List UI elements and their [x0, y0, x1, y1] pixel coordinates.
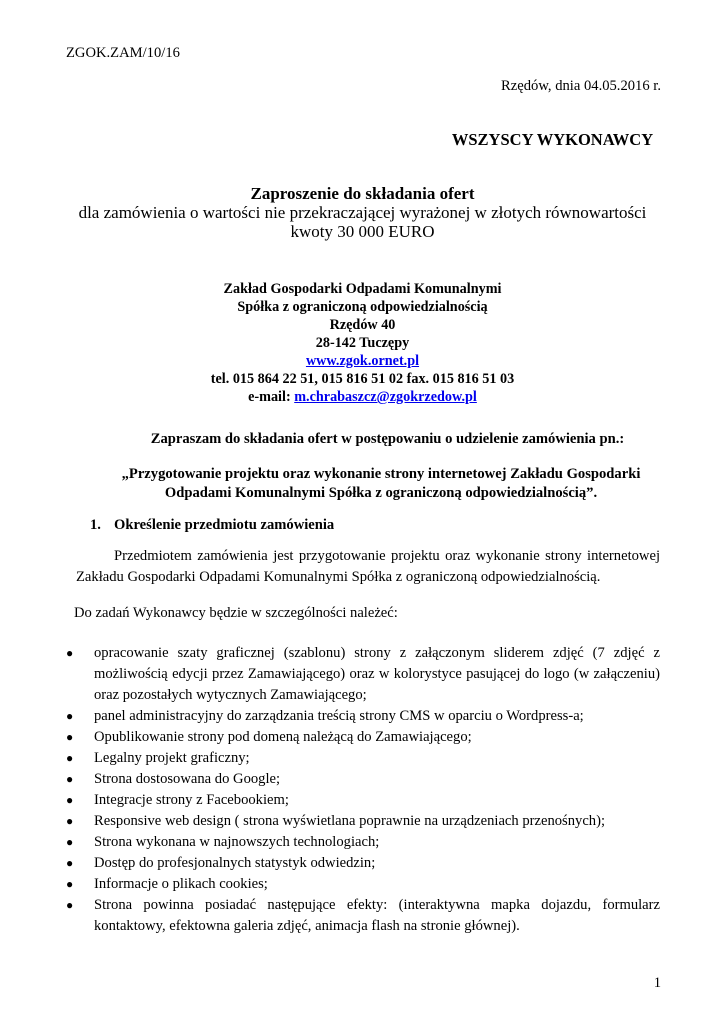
bullet-icon: ● [66, 835, 74, 849]
project-title-line-1: „Przygotowanie projektu oraz wykonanie strony internetowej Zakładu Gospodarki [121, 466, 641, 482]
list-item: ● Strona wykonana w najnowszych technologiach; [66, 832, 660, 853]
bullet-icon: ● [66, 856, 74, 870]
document-title: Zaproszenie do składania ofert [250, 184, 475, 203]
company-email-link[interactable]: m.chrabaszcz@zgokrzedow.pl [294, 389, 477, 405]
project-title [0, 465, 725, 502]
bullet-icon: ● [66, 730, 74, 744]
list-item: ● Strona powinna posiadać następujące efekty: (interaktywna mapka dojazdu, formularz kontaktowy, efektowna galeria zdjęć, animacja flash na stronie głównej). [66, 897, 660, 934]
invitation-text: Zapraszam do składania ofert w postępowaniu o udzielenie zamówienia pn.: [150, 431, 625, 447]
list-item: ● Dostęp do profesjonalnych statystyk odwiedzin; [66, 853, 660, 874]
section-title: Określenie przedmiotu zamówienia [114, 517, 335, 533]
bullet-icon: ● [66, 898, 74, 912]
list-item: ● opracowanie szaty graficznej (szablonu) strony z załączonym sliderem zdjęć (7 zdjęć z możliwością edycji przez Zamawiającego) oraz w kolorystyce pasującej do logo (w załączeniu) oraz pozostałych wytycznych Zamawiającego; [66, 645, 660, 703]
section-paragraph: Przedmiotem zamówienia jest przygotowanie projektu oraz wykonanie strony internetowej Zakładu Gospodarki Odpadami Komunalnymi Spółka z ograniczoną odpowiedzialnością. [76, 548, 660, 585]
list-item: ● Integracje strony z Facebookiem; [66, 790, 660, 811]
bullet-icon: ● [66, 877, 74, 891]
list-item: ● Opublikowanie strony pod domeną należącą do Zamawiającego; [66, 727, 660, 748]
list-item: ● panel administracyjny do zarządzania treścią strony CMS w oparciu o Wordpress-a; [66, 706, 660, 727]
place-and-date: Rzędów, dnia 04.05.2016 r. [501, 78, 661, 94]
list-item: ● Informacje o plikach cookies; [66, 874, 660, 895]
document-reference: ZGOK.ZAM/10/16 [66, 45, 180, 61]
company-name: Zakład Gospodarki Odpadami Komunalnymi [223, 281, 502, 297]
bullet-icon: ● [66, 772, 74, 786]
list-item: ● Responsive web design ( strona wyświetlana poprawnie na urządzeniach przenośnych); [66, 811, 660, 832]
tasks-intro: Do zadań Wykonawcy będzie w szczególności należeć: [74, 605, 398, 621]
section-heading [90, 516, 334, 535]
company-website-link[interactable]: www.zgok.ornet.pl [305, 353, 420, 369]
email-label: e-mail: [248, 389, 295, 405]
section-number: 1. [90, 517, 101, 533]
company-email-line [0, 388, 725, 406]
recipients-heading: WSZYSCY WYKONAWCY [451, 130, 654, 149]
tasks-list [66, 643, 660, 937]
list-item: ● Legalny projekt graficzny; [66, 748, 660, 769]
title-subline-2: kwoty 30 000 EURO [290, 222, 435, 241]
bullet-icon: ● [66, 709, 74, 723]
title-subline-1: dla zamówienia o wartości nie przekraczającej wyrażonej w złotych równowartości [78, 203, 647, 222]
project-title-line-2: Odpadami Komunalnymi Spółka z ograniczoną odpowiedzialnością”. [164, 484, 598, 501]
company-phones: tel. 015 864 22 51, 015 816 51 02 fax. 015 816 51 03 [210, 371, 515, 387]
company-postal: 28-142 Tuczępy [315, 335, 410, 351]
title-block [0, 184, 725, 241]
page-number: 1 [653, 975, 661, 991]
company-street: Rzędów 40 [329, 317, 396, 333]
company-block [0, 280, 725, 406]
company-legal-form: Spółka z ograniczoną odpowiedzialnością [237, 299, 488, 315]
bullet-icon: ● [66, 793, 74, 807]
list-item: ● Strona dostosowana do Google; [66, 769, 660, 790]
bullet-icon: ● [66, 751, 74, 765]
bullet-icon: ● [66, 814, 74, 828]
bullet-icon: ● [66, 646, 74, 660]
